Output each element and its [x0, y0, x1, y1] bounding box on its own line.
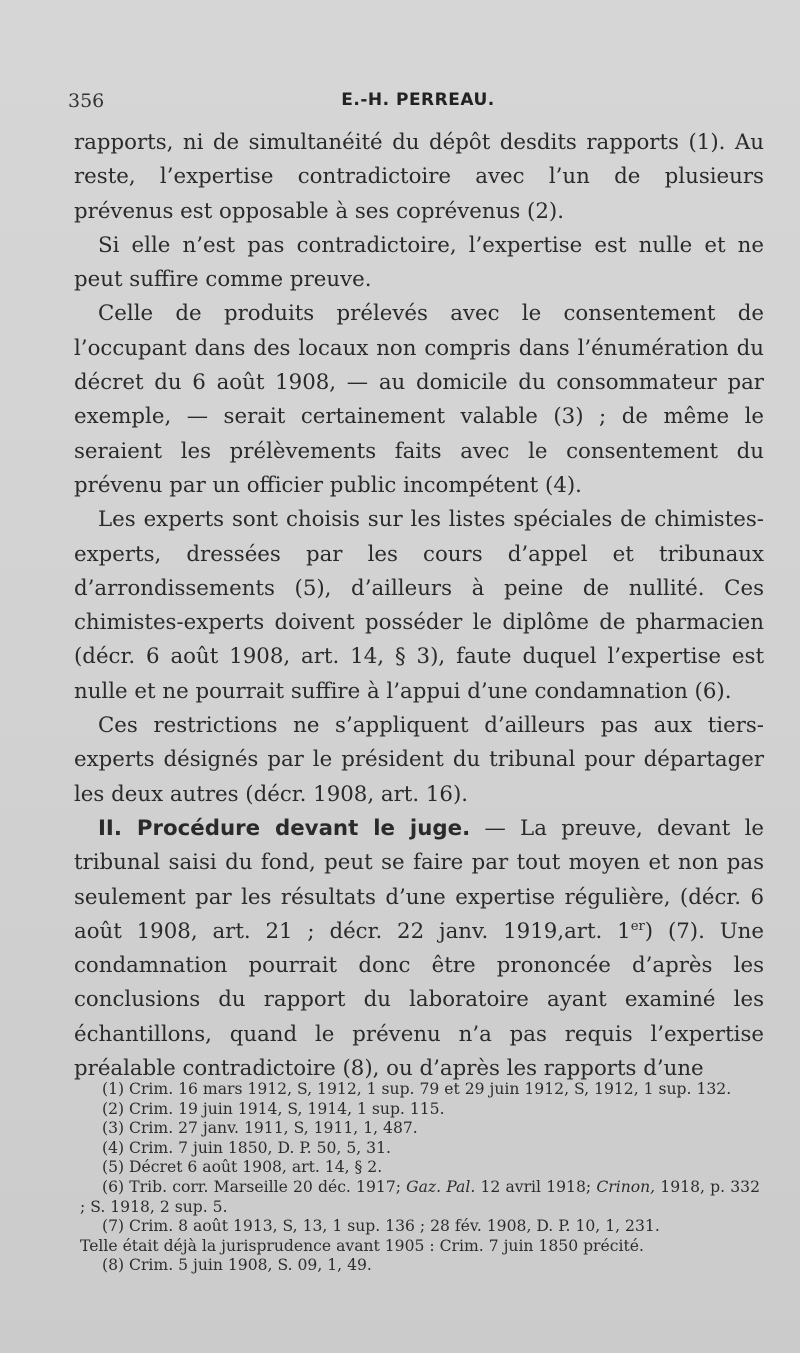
paragraph-text: — La preuve, devant le tribunal saisi du fond, peut se faire par tout moyen et non pas seulement par les résultats d’une expertise régulière, (décr. 6 août 1908, art. 21 ; décr. 22 janv. 1919,art. 1	[74, 815, 764, 944]
page-number: 356	[68, 90, 105, 112]
footnotes	[80, 1080, 760, 1276]
paragraph: Ces restrictions ne s’appliquent d’ailleurs pas aux tiers-experts désignés par le président du tribunal pour départager les deux autres (décr. 1908, art. 16).	[74, 713, 764, 807]
footnote: (1) Crim. 16 mars 1912, S, 1912, 1 sup. 79 et 29 juin 1912, S, 1912, 1 sup. 132.	[102, 1080, 732, 1098]
paragraph: rapports, ni de simultanéité du dépôt desdits rapports (1). Au reste, l’expertise contradictoire avec l’un de plusieurs prévenus est opposable à ses coprévenus (2).	[74, 130, 764, 224]
footnote-text: 1918, p. 332 ; S. 1918, 2 sup. 5.	[80, 1177, 760, 1216]
footnote: (2) Crim. 19 juin 1914, S, 1914, 1 sup. 115.	[102, 1099, 445, 1118]
journal-title: Crinon,	[596, 1177, 656, 1196]
footnote	[80, 1178, 760, 1217]
page-header	[68, 90, 768, 114]
footnote: (4) Crim. 7 juin 1850, D. P. 50, 5, 31.	[102, 1138, 391, 1157]
footnote: (5) Décret 6 août 1908, art. 14, § 2.	[102, 1158, 383, 1177]
footnote: (3) Crim. 27 janv. 1911, S, 1911, 1, 487.	[102, 1119, 418, 1138]
paragraph: Celle de produits prélevés avec le consentement de l’occupant dans des locaux non compris dans l’énumération du décret du 6 août 1908, — au domicile du consommateur par exemple, — serait certainement valable (3) ; de même le seraient les prélèvements faits avec le consentement du prévenu par un officier public incompétent (4).	[74, 301, 764, 498]
journal-title: Gaz. Pal.	[406, 1177, 476, 1196]
superscript: er	[630, 918, 645, 934]
running-title: E.-H. PERREAU.	[341, 90, 495, 110]
footnote-text: (6) Trib. corr. Marseille 20 déc. 1917;	[102, 1177, 407, 1196]
footnote: (8) Crim. 5 juin 1908, S. 09, 1, 49.	[102, 1256, 372, 1275]
paragraph: Si elle n’est pas contradictoire, l’expertise est nulle et ne peut suffire comme preuve.	[74, 232, 764, 293]
body-text	[74, 126, 764, 1086]
paragraph: Les experts sont choisis sur les listes spéciales de chimistes-experts, dressées par les cours d’appel et tribunaux d’arrondissements (5), d’ailleurs à peine de nullité. Ces chimistes-experts doivent posséder le diplôme de pharmacien (décr. 6 août 1908, art. 14, § 3), faute duquel l’expertise est nulle et ne pourrait suffire à l’appui d’une condamnation (6).	[74, 507, 764, 704]
paragraph	[74, 812, 764, 1086]
footnote: (7) Crim. 8 août 1913, S, 13, 1 sup. 136 ; 28 fév. 1908, D. P. 10, 1, 231.	[102, 1217, 660, 1236]
paragraph-text: ) (7). Une condamnation pourrait donc être prononcée d’après les conclusions du rapport du laboratoire ayant examiné les échantillons, quand le prévenu n’a pas requis l’expertise préalable contradictoire (8), ou d’après les rapports d’une	[74, 918, 764, 1082]
footnote: Telle était déjà la jurisprudence avant 1905 : Crim. 7 juin 1850 précité.	[80, 1236, 644, 1255]
footnote-text: 12 avril 1918;	[475, 1177, 597, 1196]
section-heading: II. Procédure devant le juge.	[98, 815, 471, 841]
